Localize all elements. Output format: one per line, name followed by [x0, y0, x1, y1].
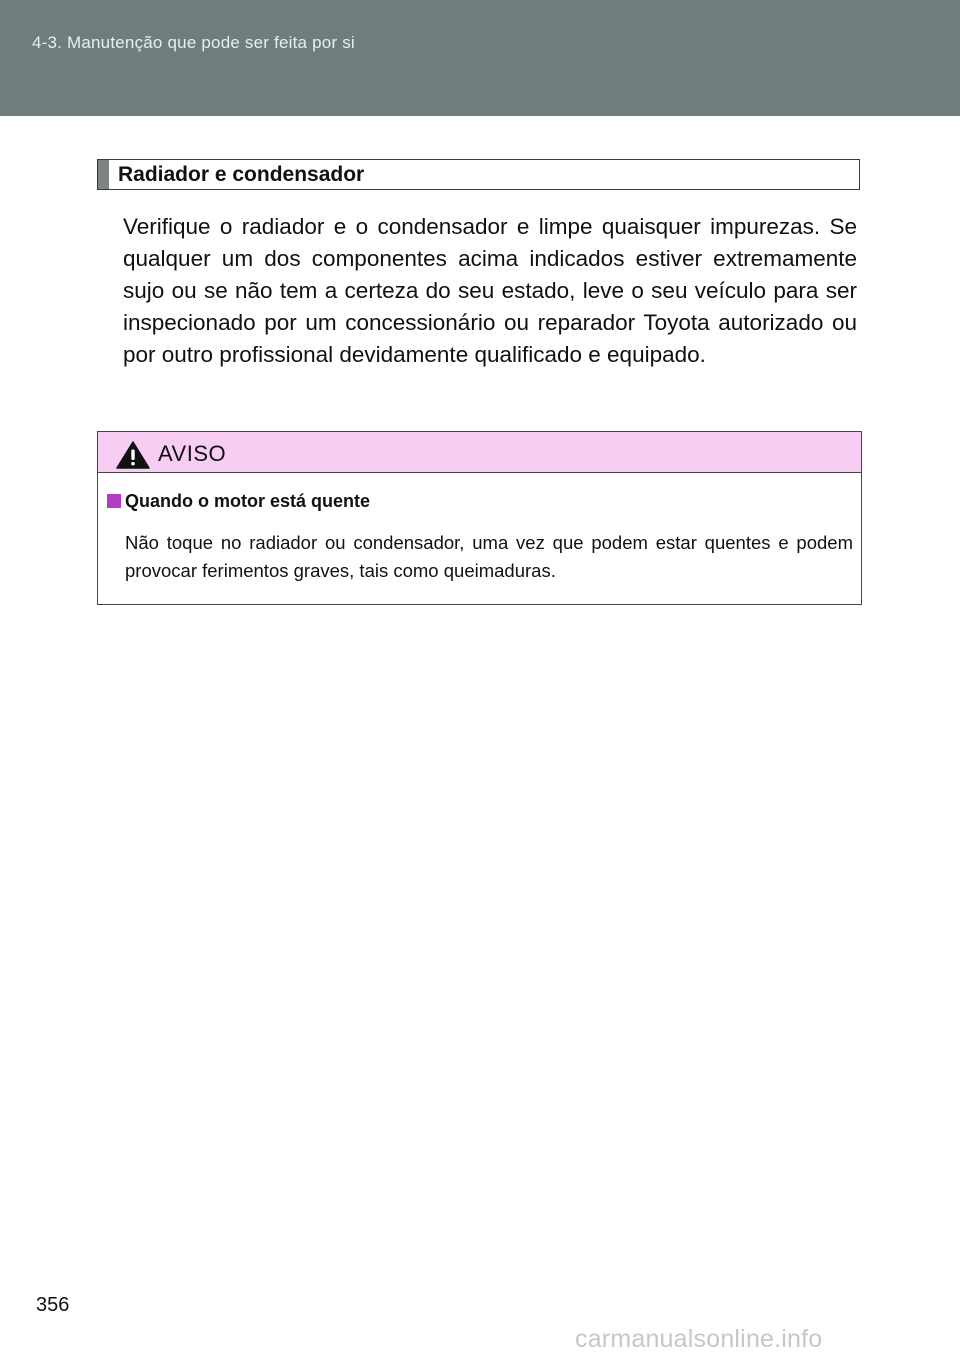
warning-box	[97, 431, 862, 605]
warning-label: AVISO	[158, 441, 227, 466]
section-title: Radiador e condensador	[118, 163, 365, 186]
warning-item-text: Não toque no radiador ou condensador, uma vez que podem estar quentes e podem provocar ferimentos graves, tais como queimaduras.	[125, 532, 853, 581]
section-heading-accent	[98, 160, 109, 189]
warning-item-marker	[107, 494, 121, 508]
warning-item-title: Quando o motor está quente	[125, 491, 371, 511]
warning-item-body	[125, 529, 853, 585]
page-header	[0, 0, 960, 116]
page-number: 356	[36, 1294, 70, 1316]
header-title: 4-3. Manutenção que pode ser feita por si	[32, 33, 355, 52]
watermark: carmanualsonline.info	[575, 1325, 823, 1353]
warning-triangle-icon	[116, 441, 150, 469]
section-body	[123, 211, 857, 371]
section-paragraph: Verifique o radiador e o condensador e limpe quaisquer impurezas. Se qualquer um dos componentes acima indicados estiver extremamente sujo ou se não tem a certeza do seu estado, leve o seu veículo para ser inspecionado por um concessionário ou reparador Toyota autorizado ou por outro profissional devidamente qualificado e equipado.	[123, 214, 857, 367]
warning-header	[98, 432, 861, 473]
section-heading	[97, 159, 860, 190]
